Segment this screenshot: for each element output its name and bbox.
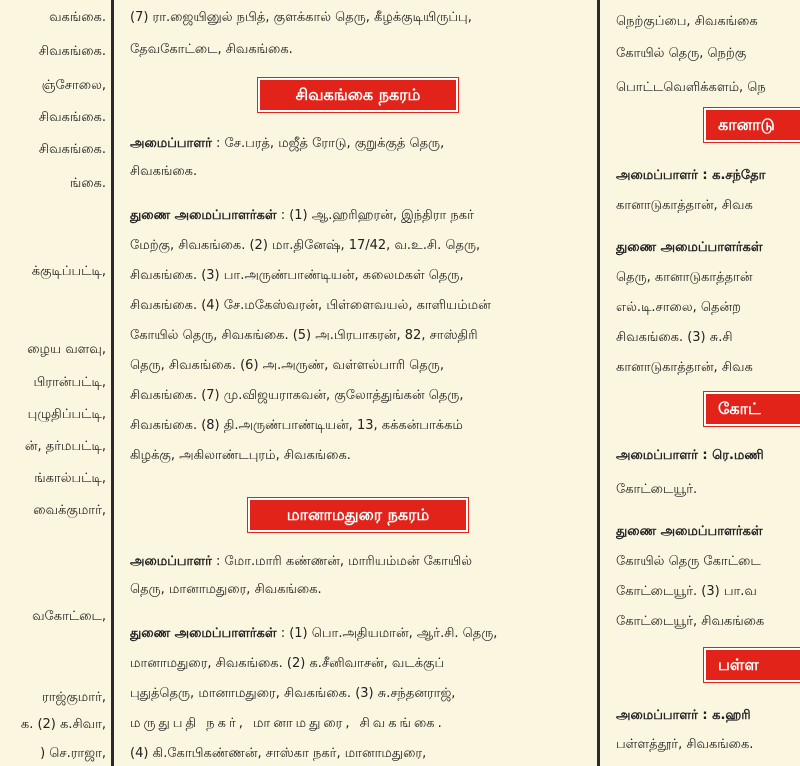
text-line: பிரான்பட்டி, <box>33 375 106 390</box>
deputies-label: துணை அமைப்பாளர்கள் <box>130 626 277 641</box>
right-column <box>616 0 800 766</box>
text-line: சிவகங்கை. (3) சு.சி <box>616 330 733 345</box>
text-line: துணை அமைப்பாளர்கள் <box>616 240 763 255</box>
middle-column <box>130 0 596 766</box>
text-line: க. (2) க.சிவா, <box>20 717 106 732</box>
text-line: வகங்கை. <box>49 10 106 25</box>
text-line: தெரு, மானாமதுரை, சிவகங்கை. <box>130 582 322 597</box>
text-line: கோட்டையூர். <box>616 482 698 497</box>
text-line: (4) கி.கோபிகண்ணன், சாஸ்கா நகர், மானாமதுரை, <box>130 746 427 761</box>
text-line: மானாமதுரை, சிவகங்கை. (2) க.சீனிவாசன், வடக்குப் <box>130 656 445 671</box>
text-line: கோயில் தெரு, நெற்கு <box>616 46 747 61</box>
text-line: கோட்டையூர். (3) பா.வ <box>616 584 757 599</box>
text-line: (7) ரா.ஜையினுல் நபித், குளக்கால் தெரு, கீழக்குடியிருப்பு, <box>130 10 472 25</box>
text-line: வகோட்டை, <box>32 609 106 624</box>
text-line: ங்கால்பட்டி, <box>34 471 106 486</box>
deputies-label: துணை அமைப்பாளர்கள் <box>130 208 277 223</box>
text-line: சிவகங்கை. <box>130 164 198 179</box>
text-line: ஞ்சோலை, <box>41 78 106 93</box>
text-line: சிவகங்கை. (3) பா.அருண்பாண்டியன், கலைமகள் தெரு, <box>130 268 464 283</box>
section-header-sivagangai: சிவகங்கை நகரம் <box>260 80 456 110</box>
section-header-manamadurai: மானாமதுரை நகரம் <box>250 500 466 530</box>
text-line: க்குடிப்பட்டி, <box>31 264 106 279</box>
deputies-text: : (1) ஆ.ஹரிஹரன், இந்திரா நகர் <box>276 208 474 223</box>
text-line: அமைப்பாளர் : ரெ.மணி <box>616 448 764 463</box>
text-line: புதுத்தெரு, மானாமதுரை, சிவகங்கை. (3) சு.சந்தனராஜ், <box>130 686 456 701</box>
text-line: வைக்குமார், <box>33 503 106 518</box>
text-line: புழுதிப்பட்டி, <box>27 407 106 422</box>
text-line: மருதுபதி நகர், மானாமதுரை, சிவகங்கை. <box>130 716 445 731</box>
text-line: தேவகோட்டை, சிவகங்கை. <box>130 42 293 57</box>
left-column <box>0 0 110 766</box>
text-line: எல்.டி.சாலை, தென்ற <box>616 300 741 315</box>
text-line: சிவகங்கை. <box>38 44 106 59</box>
organizer-text: : மோ.மாரி கண்ணன், மாரியம்மன் கோயில் <box>211 554 473 569</box>
text-line: தெரு, சிவகங்கை. (6) அ.அருண், வள்ளல்பாரி தெரு, <box>130 358 444 373</box>
text-line: ன், தர்மபட்டி, <box>24 439 106 454</box>
column-divider-left <box>111 0 114 766</box>
organizer-text: : சே.பரத், மஜீத் ரோடு, குறுக்குத் தெரு, <box>211 136 445 151</box>
text-line: பொட்டவெளிக்களம், நெ <box>616 80 766 95</box>
text-line: ங்கை. <box>69 176 106 191</box>
text-line: கோட்டையூர், சிவகங்கை <box>616 614 765 629</box>
section-header: கோட் <box>706 394 800 424</box>
text-line: துணை அமைப்பாளர்கள் <box>616 524 763 539</box>
text-line: அமைப்பாளர் : க.சந்தோ <box>616 168 766 183</box>
text-line: அமைப்பாளர் : க.ஹரி <box>616 708 751 723</box>
text-line: நெற்குப்பை, சிவகங்கை <box>616 14 758 29</box>
column-divider-right <box>597 0 600 766</box>
deputies-line <box>130 624 596 644</box>
text-line: ழைய வளவு, <box>27 342 106 357</box>
text-line: கானாடுகாத்தான், சிவக <box>616 360 753 375</box>
text-line: தெரு, கானாடுகாத்தான் <box>616 270 753 285</box>
section-header: கானாடு <box>706 110 800 140</box>
text-line: சிவகங்கை. <box>38 142 106 157</box>
text-line: கோயில் தெரு கோட்டை <box>616 554 761 569</box>
text-line: சிவகங்கை. (4) சே.மகேஸ்வரன், பிள்ளைவயல், காளியம்மன் <box>130 298 491 313</box>
text-line: சிவகங்கை. <box>38 110 106 125</box>
organizer-label: அமைப்பாளர் <box>130 136 212 151</box>
organizer-line <box>130 552 596 572</box>
text-line: ராஜ்குமார், <box>41 690 106 705</box>
text-line: கிழக்கு, அகிலாண்டபுரம், சிவகங்கை. <box>130 448 351 463</box>
text-line: சிவகங்கை. (8) தி.அருண்பாண்டியன், 13, கக்கன்பாக்கம் <box>130 418 463 433</box>
organizer-label: அமைப்பாளர் <box>130 554 212 569</box>
text-line: சிவகங்கை. (7) மு.விஜயராகவன், குலோத்துங்கன் தெரு, <box>130 388 464 403</box>
text-line: மேற்கு, சிவகங்கை. (2) மா.தினேஷ், 17/42, வ.உ.சி. தெரு, <box>130 238 481 253</box>
organizer-line <box>130 134 596 154</box>
text-line: கோயில் தெரு, சிவகங்கை. (5) அ.பிரபாகரன், 82, சாஸ்திரி <box>130 328 478 343</box>
text-line: ) செ.ராஜா, <box>40 746 106 761</box>
deputies-line <box>130 206 596 226</box>
section-header: பள்ள <box>706 650 800 680</box>
deputies-text: : (1) பொ.அதியமான், ஆர்.சி. தெரு, <box>276 626 498 641</box>
text-line: கானாடுகாத்தான், சிவக <box>616 198 753 213</box>
text-line: பள்ளத்தூர், சிவகங்கை. <box>616 737 754 752</box>
